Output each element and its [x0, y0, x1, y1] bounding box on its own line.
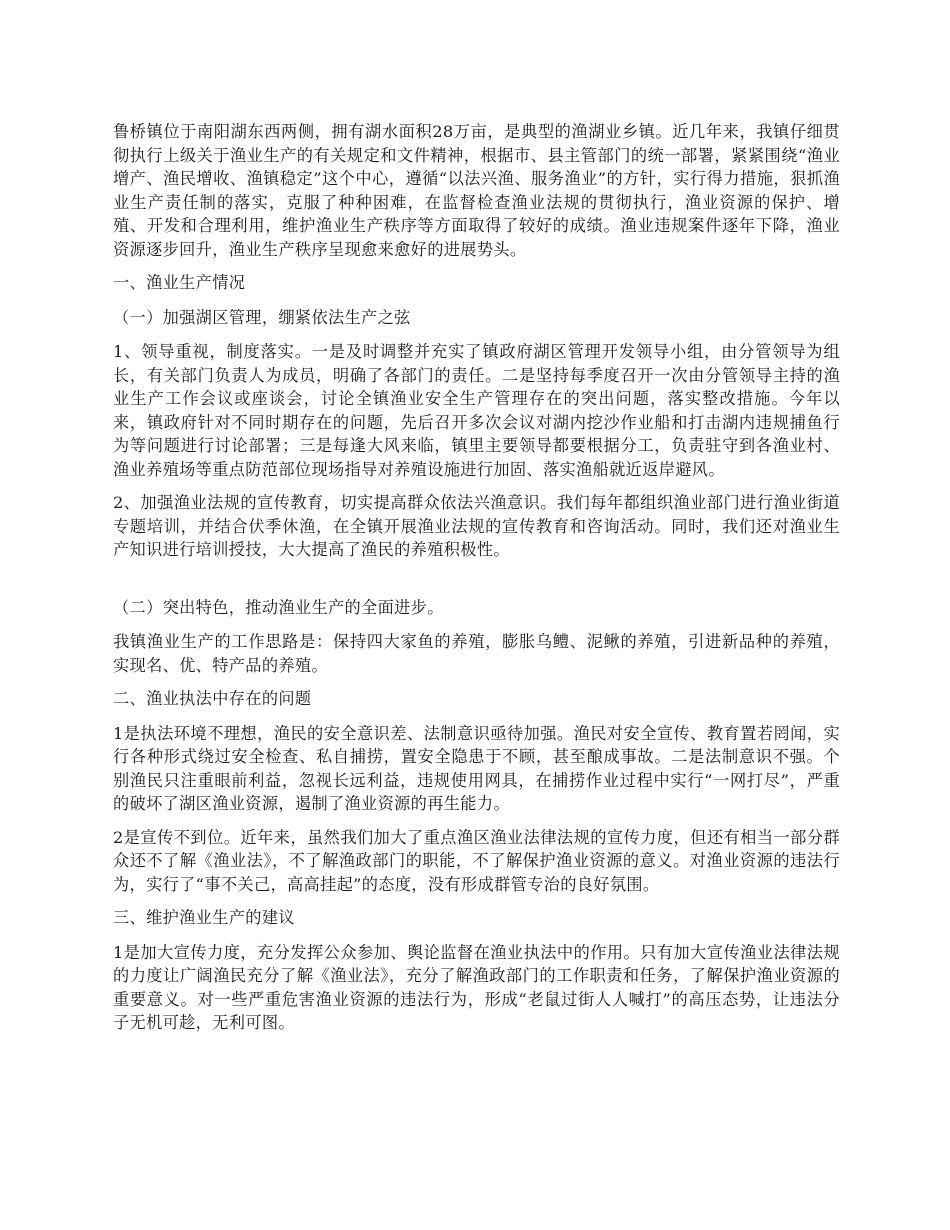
- body-paragraph: 2是宣传不到位。近年来，虽然我们加大了重点渔区渔业法律法规的宣传力度，但还有相当一部分群众还不了解《渔业法》，不了解渔政部门的职能，不了解保护渔业资源的意义。对渔业资源的违法行为，实行了“事不关己，高高挂起”的态度，没有形成群管专治的良好氛围。: [113, 827, 840, 894]
- subsection-heading-1-1: （一）加强湖区管理，绷紧依法生产之弦: [113, 307, 411, 327]
- body-paragraph: 我镇渔业生产的工作思路是：保持四大家鱼的养殖，膨胀乌鳢、泥鳅的养殖，引进新品种的养殖，实现名、优、特产品的养殖。: [113, 632, 840, 675]
- section-heading-3: 三、维护渔业生产的建议: [113, 908, 295, 927]
- body-paragraph: 1是执法环境不理想，渔民的安全意识差、法制意识亟待加强。渔民对安全宣传、教育置若罔闻，实行各种形式绕过安全检查、私自捕捞，置安全隐患于不顾，甚至酿成事故。二是法制意识不强。个别渔民只注重眼前利益，忽视长远利益，违规使用网具，在捕捞作业过程中实行“一网打尽”，严重的破坏了湖区渔业资源，遏制了渔业资源的再生能力。: [113, 723, 840, 813]
- subsection-heading-1-2: （二）突出特色，推动渔业生产的全面进步。: [113, 597, 444, 617]
- intro-paragraph: 鲁桥镇位于南阳湖东西两侧，拥有湖水面积28万亩，是典型的渔湖业乡镇。近几年来，我镇仔细贯彻执行上级关于渔业生产的有关规定和文件精神，根据市、县主管部门的统一部署，紧紧围绕“渔业增产、渔民增收、渔镇稳定”这个中心，遵循“以法兴渔、服务渔业”的方针，实行得力措施，狠抓渔业生产责任制的落实，克服了种种困难，在监督检查渔业法规的贯彻执行，渔业资源的保护、增殖、开发和合理利用，维护渔业生产秩序等方面取得了较好的成绩。渔业违规案件逐年下降，渔业资源逐步回升，渔业生产秩序呈现愈来愈好的进展势头。: [113, 122, 840, 259]
- body-paragraph: 2、加强渔业法规的宣传教育，切实提高群众依法兴渔意识。我们每年都组织渔业部门进行渔业街道专题培训，并结合伏季休渔，在全镇开展渔业法规的宣传教育和咨询活动。同时，我们还对渔业生产知识进行培训授技，大大提高了渔民的养殖积极性。: [113, 493, 840, 559]
- body-paragraph: 1是加大宣传力度，充分发挥公众参加、舆论监督在渔业执法中的作用。只有加大宣传渔业法律法规的力度让广阔渔民充分了解《渔业法》，充分了解渔政部门的工作职责和任务，了解保护渔业资源的重要意义。对一些严重危害渔业资源的违法行为，形成“老鼠过街人人喊打”的高压态势，让违法分子无机可趁，无利可图。: [113, 942, 840, 1032]
- body-paragraph: 1、领导重视，制度落实。一是及时调整并充实了镇政府湖区管理开发领导小组，由分管领导为组长，有关部门负责人为成员，明确了各部门的责任。二是坚持每季度召开一次由分管领导主持的渔业生产工作会议或座谈会，讨论全镇渔业安全生产管理存在的突出问题，落实整改措施。今年以来，镇政府针对不同时期存在的问题，先后召开多次会议对湖内挖沙作业船和打击湖内违规捕鱼行为等问题进行讨论部署；三是每逢大风来临，镇里主要领导都要根据分工，负责驻守到各渔业村、渔业养殖场等重点防范部位现场指导对养殖设施进行加固、落实渔船就近返岸避风。: [113, 342, 840, 479]
- document-body: [113, 120, 840, 1045]
- section-heading-1: 一、渔业生产情况: [113, 273, 246, 292]
- section-heading-2: 二、渔业执法中存在的问题: [113, 689, 312, 708]
